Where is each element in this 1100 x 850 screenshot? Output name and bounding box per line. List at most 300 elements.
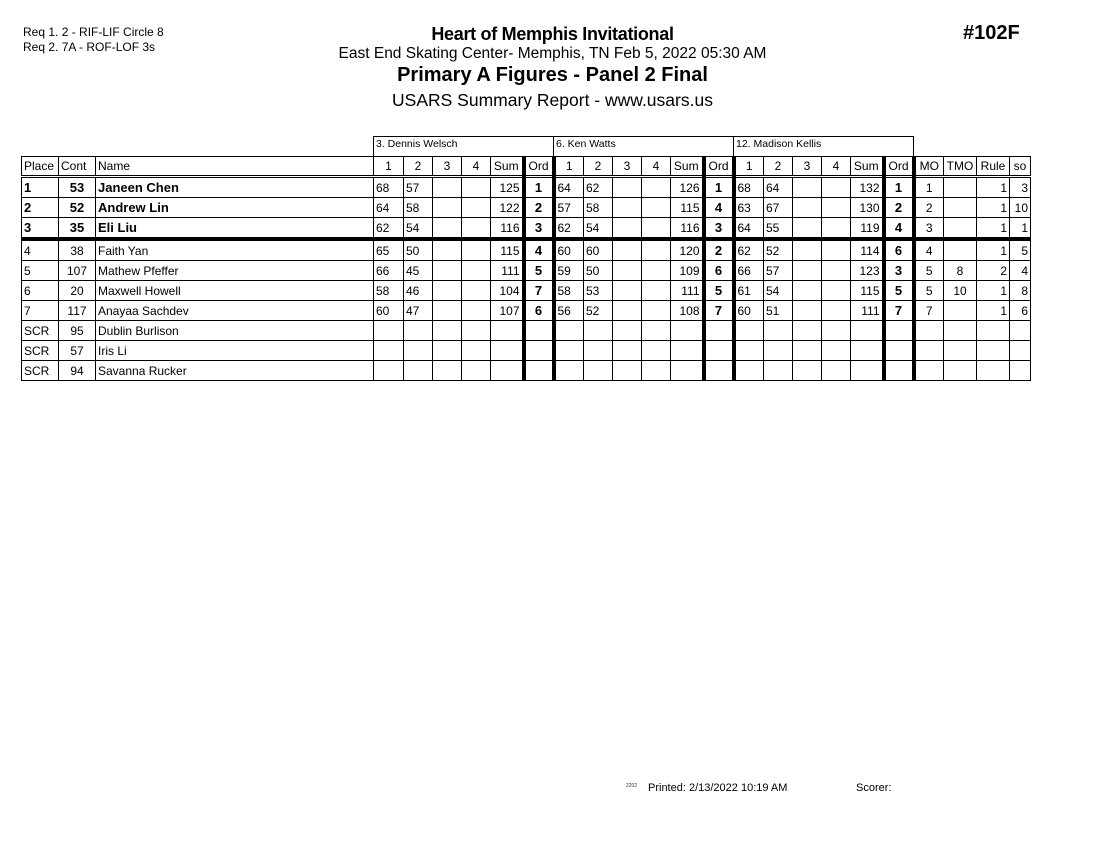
sum-cell: [851, 361, 884, 381]
col-name: Name: [96, 157, 374, 177]
footer-code: 2202: [626, 783, 638, 789]
score-cell: 58: [404, 198, 433, 218]
score-cell: [613, 198, 642, 218]
col-judge3-3: 3: [793, 157, 822, 177]
name-cell: Savanna Rucker: [96, 361, 374, 381]
score-cell: [433, 198, 462, 218]
score-cell: [793, 341, 822, 361]
mo-cell: 3: [914, 218, 944, 240]
sum-cell: 111: [491, 261, 524, 281]
score-cell: 55: [764, 218, 793, 240]
score-cell: 64: [374, 198, 404, 218]
table-row: [22, 341, 1031, 361]
sum-cell: 116: [671, 218, 704, 240]
col-judge2-1: 1: [554, 157, 584, 177]
score-cell: 58: [554, 281, 584, 301]
score-cell: [642, 321, 671, 341]
score-cell: [433, 239, 462, 261]
score-cell: 45: [404, 261, 433, 281]
score-cell: [584, 321, 613, 341]
sum-cell: [671, 361, 704, 381]
score-cell: 64: [734, 218, 764, 240]
score-cell: 62: [554, 218, 584, 240]
score-cell: [642, 239, 671, 261]
score-cell: 50: [404, 239, 433, 261]
name-cell: Mathew Pfeffer: [96, 261, 374, 281]
score-cell: 63: [734, 198, 764, 218]
score-cell: [462, 361, 491, 381]
score-cell: [554, 341, 584, 361]
judge-name-3: 12. Madison Kellis: [734, 137, 914, 157]
rule-cell: 1: [977, 301, 1010, 321]
name-cell: Iris Li: [96, 341, 374, 361]
score-cell: [642, 301, 671, 321]
sum-cell: [851, 321, 884, 341]
score-cell: [764, 321, 793, 341]
score-cell: [822, 301, 851, 321]
score-cell: 54: [764, 281, 793, 301]
ordinal-cell: 4: [884, 218, 914, 240]
rule-cell: 1: [977, 281, 1010, 301]
score-cell: [613, 361, 642, 381]
ordinal-cell: 2: [704, 239, 734, 261]
tmo-cell: [944, 198, 977, 218]
score-cell: [613, 281, 642, 301]
score-cell: [584, 341, 613, 361]
rule-cell: [977, 361, 1010, 381]
score-cell: [764, 361, 793, 381]
sum-cell: 116: [491, 218, 524, 240]
score-cell: [822, 321, 851, 341]
scorer-label: Scorer:: [856, 782, 892, 794]
sum-cell: 109: [671, 261, 704, 281]
score-cell: 56: [554, 301, 584, 321]
ordinal-cell: 2: [524, 198, 554, 218]
tmo-cell: [944, 301, 977, 321]
so-cell: 6: [1010, 301, 1031, 321]
score-cell: 52: [584, 301, 613, 321]
score-cell: 54: [404, 218, 433, 240]
cont-cell: 20: [59, 281, 96, 301]
score-cell: 57: [764, 261, 793, 281]
place-cell: 3: [22, 218, 59, 240]
tmo-cell: [944, 239, 977, 261]
score-cell: [793, 261, 822, 281]
score-cell: 61: [734, 281, 764, 301]
rule-cell: 1: [977, 177, 1010, 198]
col-judge1-1: 1: [374, 157, 404, 177]
judge-name-2: 6. Ken Watts: [554, 137, 734, 157]
place-cell: 6: [22, 281, 59, 301]
score-cell: [584, 361, 613, 381]
cont-cell: 107: [59, 261, 96, 281]
score-cell: [822, 261, 851, 281]
event-title: Primary A Figures - Panel 2 Final: [397, 64, 708, 86]
score-cell: 60: [584, 239, 613, 261]
score-cell: 68: [734, 177, 764, 198]
ordinal-cell: 7: [884, 301, 914, 321]
col-judge1-ord: Ord: [524, 157, 554, 177]
score-cell: 59: [554, 261, 584, 281]
score-cell: 60: [734, 301, 764, 321]
sum-cell: 114: [851, 239, 884, 261]
tmo-cell: 10: [944, 281, 977, 301]
score-cell: 47: [404, 301, 433, 321]
ordinal-cell: 7: [704, 301, 734, 321]
sum-cell: 104: [491, 281, 524, 301]
cont-cell: 94: [59, 361, 96, 381]
col-so: so: [1010, 157, 1031, 177]
score-cell: [433, 301, 462, 321]
requirement-2: Req 2. 7A - ROF-LOF 3s: [23, 40, 156, 54]
rule-cell: [977, 321, 1010, 341]
tmo-cell: 8: [944, 261, 977, 281]
ordinal-cell: 1: [884, 177, 914, 198]
cont-cell: 38: [59, 239, 96, 261]
table-row: [22, 361, 1031, 381]
table-row: [22, 281, 1031, 301]
judge-header-row: [22, 137, 1031, 157]
tmo-cell: [944, 177, 977, 198]
score-cell: [613, 218, 642, 240]
sum-cell: 126: [671, 177, 704, 198]
score-cell: 57: [404, 177, 433, 198]
score-cell: [734, 321, 764, 341]
score-cell: [793, 198, 822, 218]
ordinal-cell: 5: [704, 281, 734, 301]
score-cell: [613, 321, 642, 341]
place-cell: 7: [22, 301, 59, 321]
score-cell: [613, 239, 642, 261]
score-cell: [822, 341, 851, 361]
col-judge2-3: 3: [613, 157, 642, 177]
sum-cell: 111: [671, 281, 704, 301]
so-cell: [1010, 361, 1031, 381]
competition-title: Heart of Memphis Invitational: [431, 24, 674, 44]
mo-cell: 4: [914, 239, 944, 261]
score-cell: [462, 341, 491, 361]
score-cell: [554, 361, 584, 381]
col-judge1-sum: Sum: [491, 157, 524, 177]
mo-cell: [914, 341, 944, 361]
so-cell: 1: [1010, 218, 1031, 240]
score-cell: 67: [764, 198, 793, 218]
sum-cell: 115: [671, 198, 704, 218]
score-cell: 57: [554, 198, 584, 218]
ordinal-cell: 1: [524, 177, 554, 198]
sum-cell: 115: [851, 281, 884, 301]
ordinal-cell: [704, 341, 734, 361]
rule-cell: 1: [977, 218, 1010, 240]
table-row: [22, 239, 1031, 261]
sum-cell: 130: [851, 198, 884, 218]
score-cell: [462, 321, 491, 341]
score-cell: [462, 198, 491, 218]
score-cell: [404, 361, 433, 381]
score-cell: [793, 321, 822, 341]
col-judge1-3: 3: [433, 157, 462, 177]
score-cell: [822, 218, 851, 240]
table-row: [22, 261, 1031, 281]
tmo-cell: [944, 218, 977, 240]
col-judge2-sum: Sum: [671, 157, 704, 177]
ordinal-cell: [884, 321, 914, 341]
ordinal-cell: 6: [704, 261, 734, 281]
score-cell: [642, 198, 671, 218]
name-cell: Maxwell Howell: [96, 281, 374, 301]
ordinal-cell: 4: [704, 198, 734, 218]
ordinal-cell: 5: [884, 281, 914, 301]
ordinal-cell: 6: [884, 239, 914, 261]
ordinal-cell: [524, 341, 554, 361]
score-cell: [793, 239, 822, 261]
score-cell: 58: [374, 281, 404, 301]
score-cell: 60: [374, 301, 404, 321]
col-place: Place: [22, 157, 59, 177]
score-cell: [822, 239, 851, 261]
cont-cell: 52: [59, 198, 96, 218]
cont-cell: 95: [59, 321, 96, 341]
score-cell: 62: [734, 239, 764, 261]
score-cell: 60: [554, 239, 584, 261]
name-cell: Eli Liu: [96, 218, 374, 240]
table-row: [22, 321, 1031, 341]
so-cell: 5: [1010, 239, 1031, 261]
ordinal-cell: 6: [524, 301, 554, 321]
score-cell: [374, 341, 404, 361]
score-cell: [613, 301, 642, 321]
name-cell: Andrew Lin: [96, 198, 374, 218]
score-cell: [462, 301, 491, 321]
spacer: [22, 137, 374, 157]
cont-cell: 57: [59, 341, 96, 361]
venue-date: East End Skating Center- Memphis, TN Feb 5, 2022 05:30 AM: [338, 45, 767, 62]
score-cell: [822, 177, 851, 198]
place-cell: 4: [22, 239, 59, 261]
score-cell: [642, 281, 671, 301]
score-cell: [642, 261, 671, 281]
ordinal-cell: 7: [524, 281, 554, 301]
score-cell: [822, 198, 851, 218]
tmo-cell: [944, 321, 977, 341]
score-cell: [404, 341, 433, 361]
col-cont: Cont: [59, 157, 96, 177]
col-judge3-1: 1: [734, 157, 764, 177]
place-cell: SCR: [22, 361, 59, 381]
score-cell: 64: [764, 177, 793, 198]
score-cell: [613, 177, 642, 198]
score-cell: [793, 361, 822, 381]
table-row: [22, 218, 1031, 240]
place-cell: 1: [22, 177, 59, 198]
score-cell: 53: [584, 281, 613, 301]
ordinal-cell: 5: [524, 261, 554, 281]
sum-cell: [491, 361, 524, 381]
cont-cell: 35: [59, 218, 96, 240]
so-cell: 3: [1010, 177, 1031, 198]
mo-cell: 7: [914, 301, 944, 321]
score-cell: [642, 361, 671, 381]
col-judge3-ord: Ord: [884, 157, 914, 177]
col-judge2-2: 2: [584, 157, 613, 177]
ordinal-cell: [524, 321, 554, 341]
rule-cell: [977, 341, 1010, 361]
tmo-cell: [944, 361, 977, 381]
place-cell: SCR: [22, 321, 59, 341]
sum-cell: [851, 341, 884, 361]
so-cell: [1010, 321, 1031, 341]
col-judge2-4: 4: [642, 157, 671, 177]
mo-cell: 5: [914, 261, 944, 281]
so-cell: 10: [1010, 198, 1031, 218]
table-row: [22, 301, 1031, 321]
score-cell: [793, 218, 822, 240]
score-cell: [433, 281, 462, 301]
ordinal-cell: [884, 361, 914, 381]
score-cell: [642, 341, 671, 361]
results-table: [21, 136, 1031, 381]
score-cell: [462, 218, 491, 240]
report-title: USARS Summary Report - www.usars.us: [392, 90, 713, 110]
score-cell: [374, 361, 404, 381]
score-cell: [793, 177, 822, 198]
sum-cell: [491, 341, 524, 361]
sum-cell: 107: [491, 301, 524, 321]
so-cell: [1010, 341, 1031, 361]
ordinal-cell: [884, 341, 914, 361]
score-cell: [822, 281, 851, 301]
col-judge1-4: 4: [462, 157, 491, 177]
score-cell: 65: [374, 239, 404, 261]
ordinal-cell: [524, 361, 554, 381]
place-cell: 5: [22, 261, 59, 281]
ordinal-cell: 3: [524, 218, 554, 240]
sum-cell: 111: [851, 301, 884, 321]
sum-cell: 108: [671, 301, 704, 321]
score-cell: [642, 218, 671, 240]
score-cell: [433, 361, 462, 381]
score-cell: [433, 321, 462, 341]
score-cell: 50: [584, 261, 613, 281]
requirement-1: Req 1. 2 - RIF-LIF Circle 8: [23, 25, 164, 39]
spacer: [914, 137, 1031, 157]
event-number: #102F: [963, 22, 1020, 44]
name-cell: Anayaa Sachdev: [96, 301, 374, 321]
ordinal-cell: 2: [884, 198, 914, 218]
score-cell: [734, 341, 764, 361]
sum-cell: [671, 321, 704, 341]
judge-name-1: 3. Dennis Welsch: [374, 137, 554, 157]
sum-cell: 120: [671, 239, 704, 261]
score-cell: 51: [764, 301, 793, 321]
rule-cell: 1: [977, 239, 1010, 261]
tmo-cell: [944, 341, 977, 361]
score-cell: [764, 341, 793, 361]
score-cell: 66: [734, 261, 764, 281]
printed-timestamp: Printed: 2/13/2022 10:19 AM: [648, 782, 788, 794]
col-judge3-2: 2: [764, 157, 793, 177]
ordinal-cell: [704, 321, 734, 341]
sum-cell: 122: [491, 198, 524, 218]
score-cell: [433, 341, 462, 361]
col-judge1-2: 2: [404, 157, 433, 177]
score-cell: [374, 321, 404, 341]
score-cell: 54: [584, 218, 613, 240]
score-cell: 66: [374, 261, 404, 281]
ordinal-cell: 3: [704, 218, 734, 240]
place-cell: 2: [22, 198, 59, 218]
column-header-row: [22, 157, 1031, 177]
table-row: [22, 177, 1031, 198]
score-cell: [462, 239, 491, 261]
sum-cell: [671, 341, 704, 361]
mo-cell: [914, 361, 944, 381]
score-cell: [642, 177, 671, 198]
cont-cell: 53: [59, 177, 96, 198]
ordinal-cell: [704, 361, 734, 381]
ordinal-cell: 4: [524, 239, 554, 261]
name-cell: Dublin Burlison: [96, 321, 374, 341]
score-cell: [404, 321, 433, 341]
score-cell: [462, 261, 491, 281]
sum-cell: 123: [851, 261, 884, 281]
sum-cell: 119: [851, 218, 884, 240]
score-cell: [613, 341, 642, 361]
sum-cell: [491, 321, 524, 341]
score-cell: [822, 361, 851, 381]
col-judge3-4: 4: [822, 157, 851, 177]
score-cell: [613, 261, 642, 281]
score-cell: 52: [764, 239, 793, 261]
col-judge2-ord: Ord: [704, 157, 734, 177]
score-cell: 58: [584, 198, 613, 218]
mo-cell: [914, 321, 944, 341]
col-mo: MO: [914, 157, 944, 177]
col-rule: Rule: [977, 157, 1010, 177]
score-cell: [433, 218, 462, 240]
score-cell: 46: [404, 281, 433, 301]
place-cell: SCR: [22, 341, 59, 361]
rule-cell: 1: [977, 198, 1010, 218]
name-cell: Faith Yan: [96, 239, 374, 261]
mo-cell: 2: [914, 198, 944, 218]
score-cell: 62: [584, 177, 613, 198]
score-cell: [793, 281, 822, 301]
ordinal-cell: 3: [884, 261, 914, 281]
score-cell: [462, 281, 491, 301]
score-cell: 62: [374, 218, 404, 240]
sum-cell: 125: [491, 177, 524, 198]
ordinal-cell: 1: [704, 177, 734, 198]
mo-cell: 5: [914, 281, 944, 301]
score-cell: [554, 321, 584, 341]
col-tmo: TMO: [944, 157, 977, 177]
name-cell: Janeen Chen: [96, 177, 374, 198]
mo-cell: 1: [914, 177, 944, 198]
score-cell: [734, 361, 764, 381]
cont-cell: 117: [59, 301, 96, 321]
score-cell: 68: [374, 177, 404, 198]
sum-cell: 132: [851, 177, 884, 198]
sum-cell: 115: [491, 239, 524, 261]
so-cell: 4: [1010, 261, 1031, 281]
so-cell: 8: [1010, 281, 1031, 301]
score-cell: 64: [554, 177, 584, 198]
score-cell: [433, 177, 462, 198]
table-row: [22, 198, 1031, 218]
score-cell: [433, 261, 462, 281]
rule-cell: 2: [977, 261, 1010, 281]
